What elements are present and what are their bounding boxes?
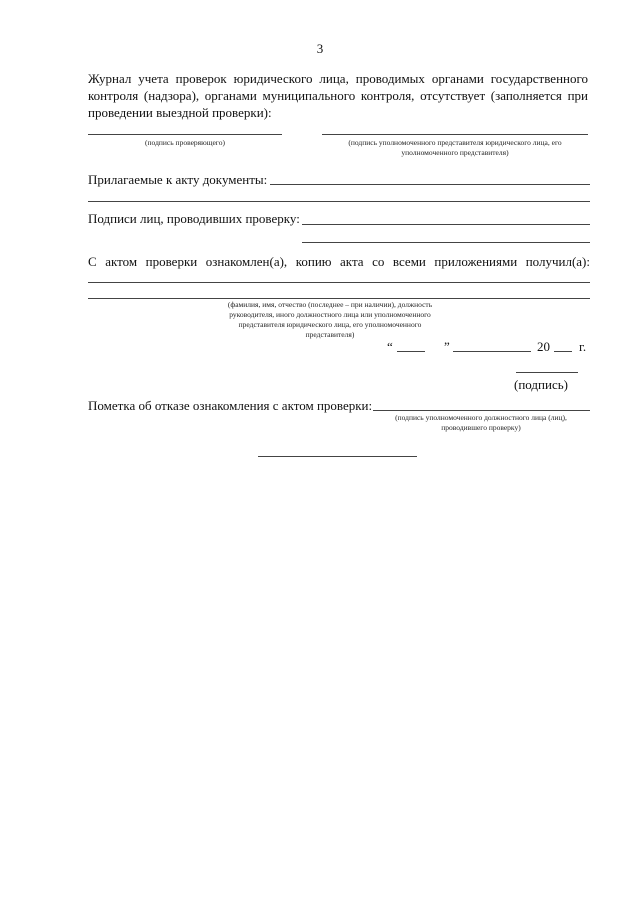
date-year-suffix: г. — [579, 339, 587, 354]
refusal-caption: (подпись уполномоченного должностного лица (лиц), проводившего проверку) — [395, 413, 567, 432]
attached-docs-label: Прилагаемые к акту документы: — [88, 172, 268, 187]
fio-caption: (фамилия, имя, отчество (последнее – при наличии), должность руководителя, иного должностного лица или уполномоченного представителя юридического лица, его уполномоченного представителя) — [227, 300, 433, 339]
acquainted-line-1 — [88, 282, 590, 283]
date-row — [387, 338, 597, 356]
date-year-line — [554, 351, 572, 352]
date-year-prefix: 20 — [537, 339, 550, 354]
date-open-quote: “ — [387, 339, 393, 354]
refusal-label: Пометка об отказе ознакомления с актом проверки: — [88, 398, 373, 413]
representative-signature-line — [322, 134, 588, 135]
inspectors-signature-line-2 — [302, 242, 590, 243]
representative-signature-caption: (подпись уполномоченного представителя юридического лица, его уполномоченного представителя) — [348, 138, 562, 157]
refusal-signature-line — [373, 410, 590, 411]
page-number: 3 — [316, 41, 324, 56]
journal-paragraph: Журнал учета проверок юридического лица, проводимых органами государственного контроля (надзора), органами муниципального контроля, отсутствует (заполняется при проведении выездной проверки): — [88, 71, 588, 120]
inspectors-signatures-label: Подписи лиц, проводивших проверку: — [88, 211, 300, 226]
checker-signature-line — [88, 134, 282, 135]
attached-docs-line-1 — [270, 184, 590, 185]
acquainted-line-2 — [88, 298, 590, 299]
end-separator-line — [258, 456, 417, 457]
attached-docs-line-2 — [88, 201, 590, 202]
date-month-line — [453, 351, 531, 352]
date-close-quote: ” — [444, 339, 450, 354]
inspectors-signature-line-1 — [302, 224, 590, 225]
checker-signature-caption: (подпись проверяющего) — [145, 138, 225, 147]
signature-label: (подпись) — [514, 377, 568, 392]
signature-line — [516, 372, 578, 373]
date-day-line — [397, 351, 425, 352]
acquainted-statement: С актом проверки ознакомлен(а), копию акта со всеми приложениями получил(а): — [88, 254, 590, 269]
